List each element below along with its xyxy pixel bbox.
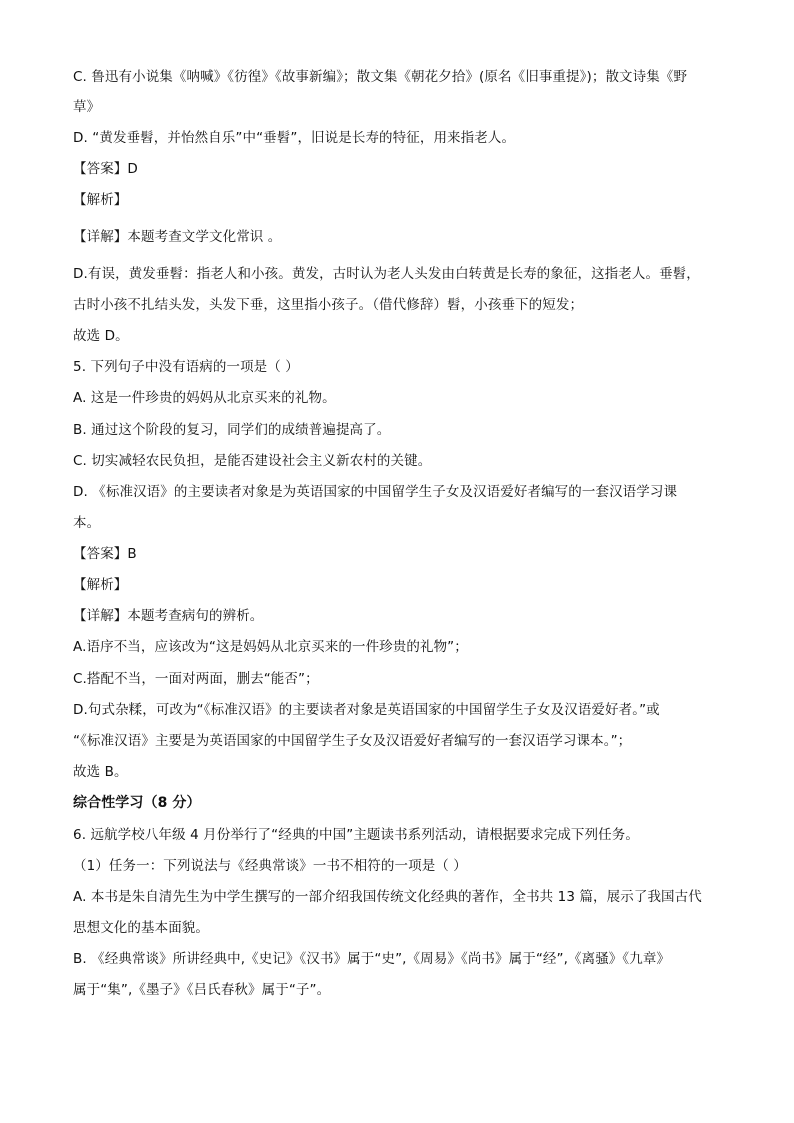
section-heading: 综合性学习（8 分） (73, 795, 201, 811)
option-b-continuation: 属于“集”,《墨子》《吕氏春秋》属于“子”。 (73, 982, 331, 998)
question-6-stem: 6. 远航学校八年级 4 月份举行了“经典的中国”主题读书系列活动，请根据要求完成下列任务。 (73, 827, 639, 843)
explanation-line: “《标准汉语》主要是为英语国家的中国留学生子女及汉语爱好者编写的一套汉语学习课本。”； (73, 733, 632, 749)
option-b-line: B. 通过这个阶段的复习，同学们的成绩普遍提高了。 (73, 422, 391, 438)
explanation-line: D.有误，黄发垂髫：指老人和小孩。黄发，古时认为老人头发由白转黄是长寿的象征，这指老人。垂髫， (73, 266, 700, 282)
option-c-line: C. 鲁迅有小说集《呐喊》《彷徨》《故事新编》；散文集《朝花夕拾》(原名《旧事重提》)；散文诗集《野 (73, 69, 688, 85)
detail-line: 【详解】本题考查文学文化常识 。 (73, 229, 282, 245)
option-c-line: C. 切实减轻农民负担，是能否建设社会主义新农村的关键。 (73, 453, 432, 469)
explanation-line: 古时小孩不扎结头发，头发下垂，这里指小孩子。（借代修辞）髫，小孩垂下的短发； (73, 297, 584, 313)
option-a-continuation: 思想文化的基本面貌。 (73, 920, 209, 936)
task-1-line: （1）任务一：下列说法与《经典常谈》一书不相符的一项是（ ） (73, 858, 467, 874)
answer-label: 【答案】D (73, 161, 138, 177)
question-5-stem: 5. 下列句子中没有语病的一项是（ ） (73, 359, 299, 375)
answer-label: 【答案】B (73, 546, 137, 562)
conclusion-line: 故选 D。 (73, 328, 129, 344)
option-d-line: D. 《标准汉语》的主要读者对象是为英语国家的中国留学生子女及汉语爱好者编写的一套汉语学习课 (73, 484, 678, 500)
conclusion-line: 故选 B。 (73, 764, 128, 780)
explanation-line: D.句式杂糅，可改为“《标准汉语》的主要读者对象是英语国家的中国留学生子女及汉语爱好者。”或 (73, 702, 660, 718)
option-d-line: D. “黄发垂髫，并怡然自乐”中“垂髫”，旧说是长寿的特征，用来指老人。 (73, 130, 516, 146)
option-a-line: A. 这是一件珍贵的妈妈从北京买来的礼物。 (73, 390, 336, 406)
option-b-line: B. 《经典常谈》所讲经典中,《史记》《汉书》属于“史”,《周易》《尚书》属于“经”,《离骚》《九章》 (73, 951, 671, 967)
option-a-line: A. 本书是朱自清先生为中学生撰写的一部介绍我国传统文化经典的著作，全书共 13 篇，展示了我国古代 (73, 889, 702, 905)
explanation-line: C.搭配不当，一面对两面，删去“能否”； (73, 671, 319, 687)
analysis-label: 【解析】 (73, 577, 128, 593)
analysis-label: 【解析】 (73, 192, 128, 208)
option-d-continuation: 本。 (73, 515, 101, 531)
detail-line: 【详解】本题考查病句的辨析。 (73, 608, 264, 624)
option-c-continuation: 草》 (73, 99, 101, 115)
explanation-line: A.语序不当，应该改为“这是妈妈从北京买来的一件珍贵的礼物”； (73, 639, 468, 655)
